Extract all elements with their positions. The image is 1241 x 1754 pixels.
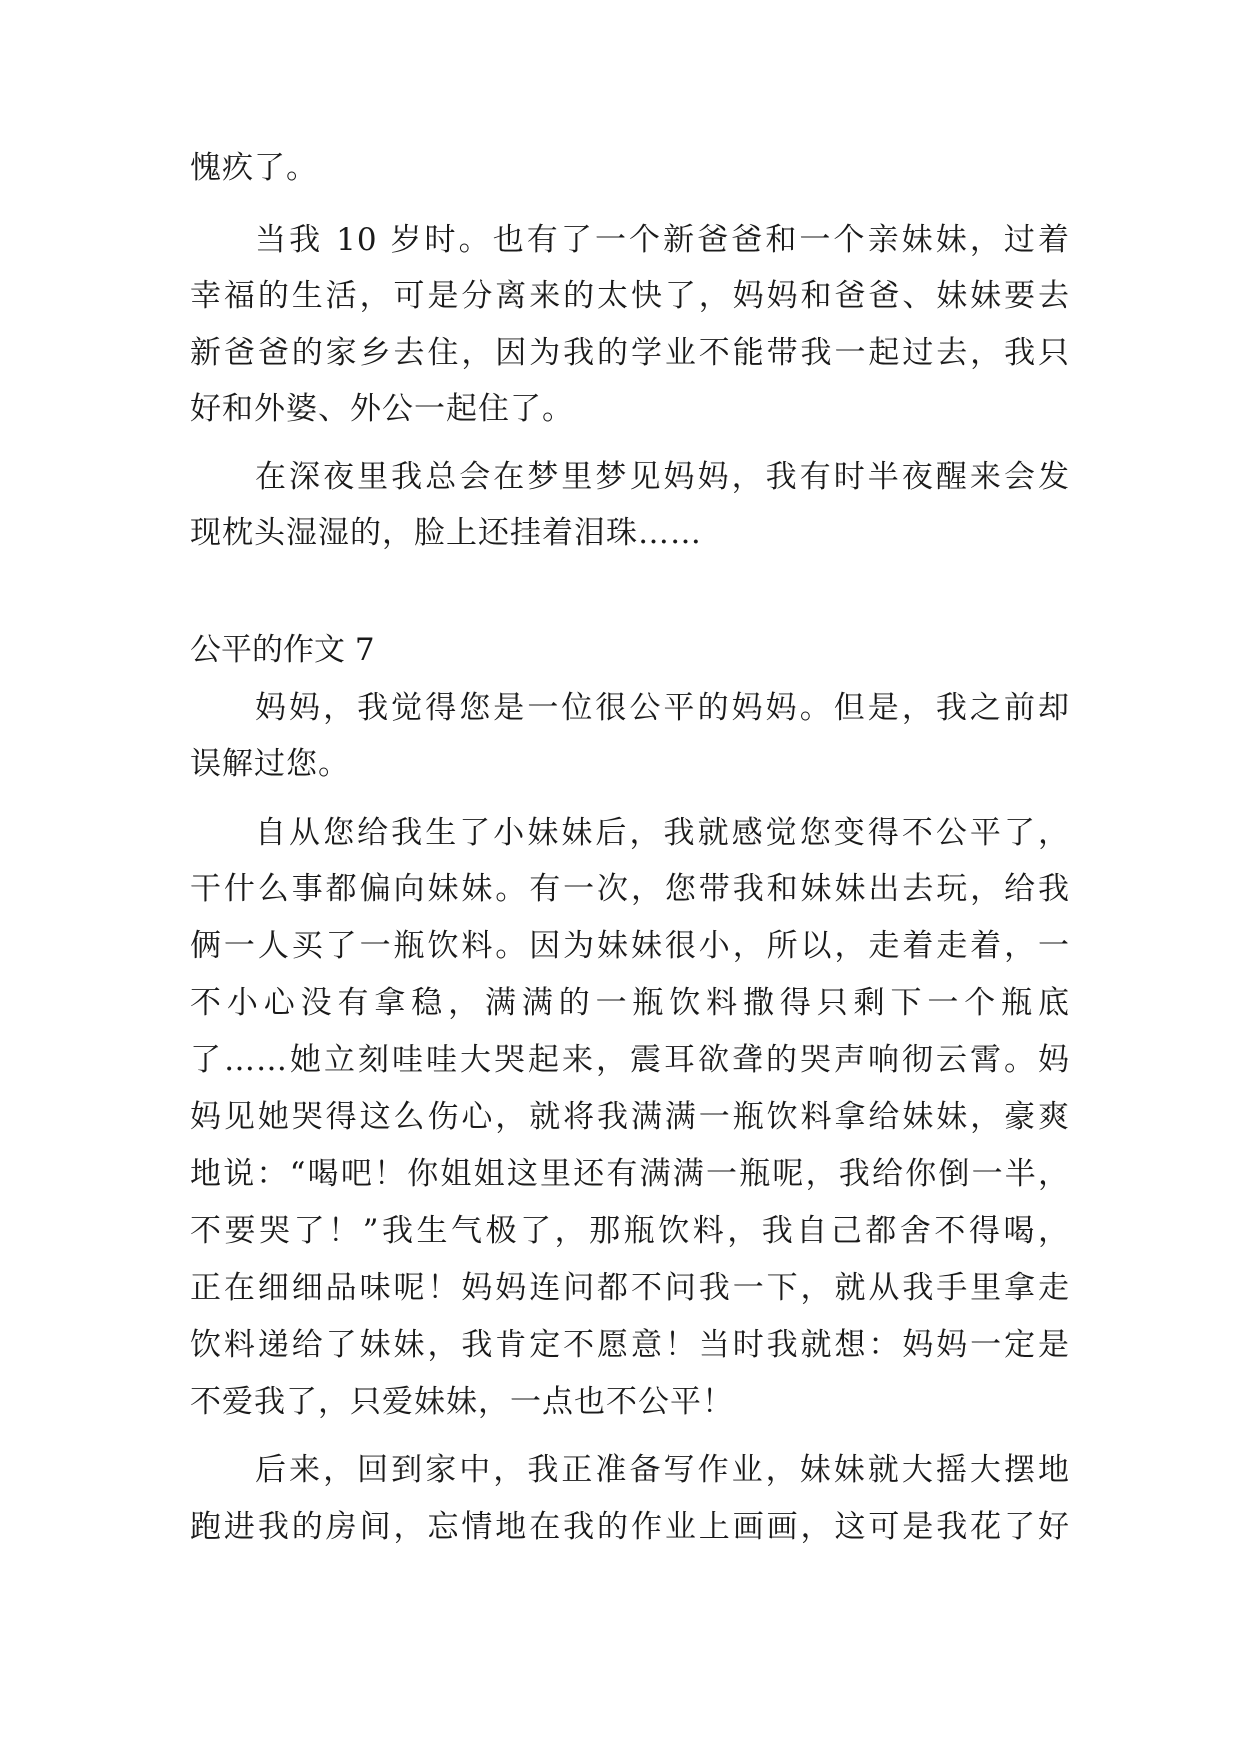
- text-line: 不要哭了！”我生气极了，那瓶饮料，我自己都舍不得喝，: [190, 1213, 1070, 1249]
- text-line: 不小心没有拿稳，满满的一瓶饮料撒得只剩下一个瓶底: [190, 985, 1070, 1021]
- text-line: 俩一人买了一瓶饮料。因为妹妹很小，所以，走着走着，一: [190, 928, 1070, 964]
- text-line: 不爱我了，只爱妹妹，一点也不公平！: [190, 1384, 734, 1420]
- text-line: 妈妈，我觉得您是一位很公平的妈妈。但是，我之前却: [255, 690, 1070, 726]
- text-line: 饮料递给了妹妹，我肯定不愿意！当时我就想：妈妈一定是: [190, 1327, 1070, 1363]
- text-line: 跑进我的房间，忘情地在我的作业上画画，这可是我花了好: [190, 1509, 1070, 1545]
- text-line: 后来，回到家中，我正准备写作业，妹妹就大摇大摆地: [255, 1452, 1070, 1488]
- text-line: 现枕头湿湿的，脸上还挂着泪珠……: [190, 515, 702, 551]
- text-line: 妈见她哭得这么伤心，就将我满满一瓶饮料拿给妹妹，豪爽: [190, 1099, 1070, 1135]
- text-line: 愧疚了。: [190, 150, 318, 186]
- section-title: 公平的作文 7: [190, 632, 375, 668]
- text-line: 当我 10 岁时。也有了一个新爸爸和一个亲妹妹，过着: [255, 222, 1070, 258]
- text-line: 自从您给我生了小妹妹后，我就感觉您变得不公平了，: [255, 815, 1070, 851]
- text-line: 误解过您。: [190, 746, 350, 782]
- text-line: 干什么事都偏向妹妹。有一次，您带我和妹妹出去玩，给我: [190, 871, 1070, 907]
- text-line: 在深夜里我总会在梦里梦见妈妈，我有时半夜醒来会发: [255, 459, 1070, 495]
- text-line: 新爸爸的家乡去住，因为我的学业不能带我一起过去，我只: [190, 335, 1070, 371]
- text-line: 地说：“喝吧！你姐姐这里还有满满一瓶呢，我给你倒一半，: [190, 1156, 1070, 1192]
- text-line: 好和外婆、外公一起住了。: [190, 391, 574, 427]
- text-line: 了……她立刻哇哇大哭起来，震耳欲聋的哭声响彻云霄。妈: [190, 1042, 1070, 1078]
- text-line: 幸福的生活，可是分离来的太快了，妈妈和爸爸、妹妹要去: [190, 278, 1070, 314]
- text-line: 正在细细品味呢！妈妈连问都不问我一下，就从我手里拿走: [190, 1270, 1070, 1306]
